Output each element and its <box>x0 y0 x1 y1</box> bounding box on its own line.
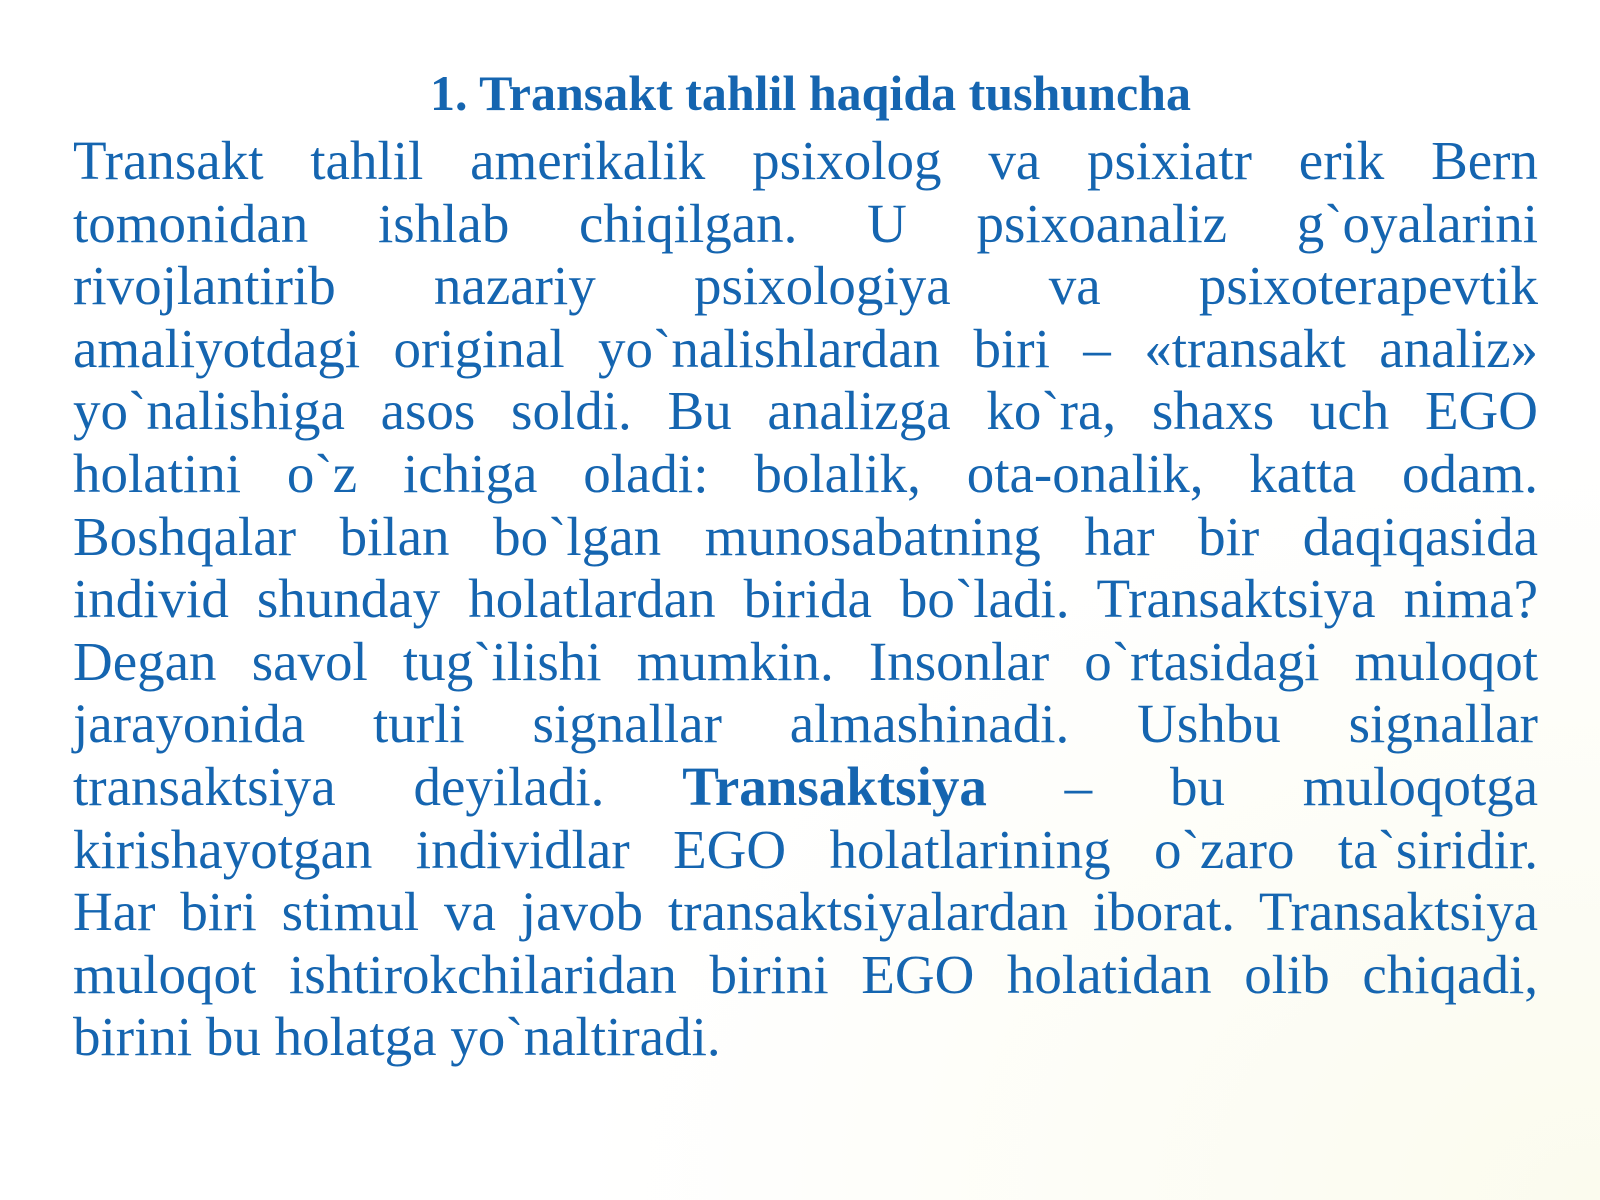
text-line: individ shunday holatlardan birida bo`ladi. Transaktsiya nima? <box>73 568 1538 630</box>
text-line: kirishayotgan individlar EGO holatlarining o`zaro ta`siridir. <box>73 818 1538 880</box>
text-line: Har biri stimul va javob transaktsiyalardan iborat. Transaktsiya <box>73 881 1538 943</box>
text-line: Degan savol tug`ilishi mumkin. Insonlar o`rtasidagi muloqot <box>73 630 1538 692</box>
text-line: birini bu holatga yo`naltiradi. <box>73 1006 721 1068</box>
text-line: holatini o`z ichiga oladi: bolalik, ota-onalik, katta odam. <box>73 442 1538 504</box>
text-line: muloqot ishtirokchilaridan birini EGO holatidan olib chiqadi, <box>73 943 1538 1005</box>
slide-title: 1. Transakt tahlil haqida tushuncha <box>430 65 1191 121</box>
text-line-with-bold-term <box>73 756 1538 819</box>
text-line: Boshqalar bilan bo`lgan munosabatning har bir daqiqasida <box>73 505 1538 567</box>
body-paragraph <box>73 130 1538 1069</box>
bold-term-transaktsiya: Transaktsiya <box>682 755 987 817</box>
text-line: yo`nalishiga asos soldi. Bu analizga ko`ra, shaxs uch EGO <box>73 380 1538 442</box>
text-line: Transakt tahlil amerikalik psixolog va psixiatr erik Bern <box>73 130 1538 191</box>
text-line: rivojlantirib nazariy psixologiya va psixoterapevtik <box>73 255 1538 317</box>
text-segment: – bu muloqotga <box>1064 755 1539 817</box>
text-segment: transaktsiya deyiladi. <box>73 755 605 817</box>
text-line: tomonidan ishlab chiqilgan. U psixoanaliz g`oyalarini <box>73 192 1538 254</box>
text-line: amaliyotdagi original yo`nalishlardan biri – «transakt analiz» <box>73 317 1538 379</box>
text-line: jarayonida turli signallar almashinadi. Ushbu signallar <box>73 693 1538 755</box>
